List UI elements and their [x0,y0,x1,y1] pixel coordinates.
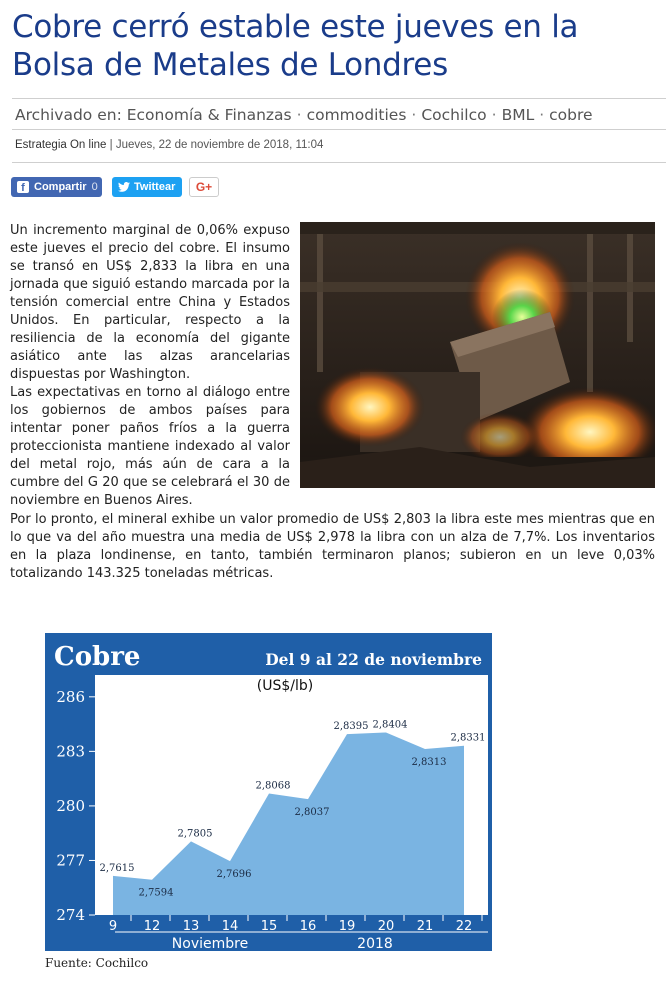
byline [12,131,666,163]
tag-link[interactable]: Economía & Finanzas [126,106,292,124]
y-tick-label: 286 [56,687,85,706]
publish-date: Jueves, 22 de noviembre de 2018, 11:04 [115,139,324,151]
tag-list [127,106,593,124]
x-tick-label: 16 [299,919,317,934]
data-value-label: 2,8331 [450,732,486,744]
y-tick-label: 274 [56,906,85,924]
x-tick-label: 14 [221,919,239,934]
x-tick-label: 15 [260,919,278,934]
chart-unit-label: (US$/lb) [256,678,314,694]
twitter-share-label: Twittear [134,181,176,193]
tag-separator: · [539,106,545,124]
article-paragraph: Las expectativas en torno al diálogo entre los gobiernos de ambos países para intentar poner paños fríos a la guerra proteccionista mantiene indexado al valor del metal rojo, más aún de cara a la cumbre del G 20 que se celebrará el 30 de noviembre en Buenos Aires. [10,385,290,508]
chart-title: Cobre [54,642,141,672]
x-tick-label: 22 [455,919,473,934]
x-tick-label: 20 [377,919,395,934]
archived-label: Archivado en: [15,106,122,124]
data-value-label: 2,8313 [411,757,447,768]
article-title: Cobre cerró estable este jueves en la Bolsa de Metales de Londres [12,9,579,83]
x-tick-label: 19 [338,919,356,934]
facebook-share-label: Compartir [34,181,87,193]
data-value-label: 2,7805 [177,828,213,840]
tag-link[interactable]: cobre [549,106,593,124]
x-tick-label: 12 [143,919,161,934]
tag-separator: · [411,106,417,124]
archived-in-bar [12,98,666,130]
twitter-bird-icon [118,182,130,192]
facebook-icon: f [17,181,29,193]
facebook-share-button[interactable] [11,177,102,197]
tag-separator: · [296,106,302,124]
year-label: 2018 [357,936,393,952]
article-paragraph: Por lo pronto, el mineral exhibe un valor promedio de US$ 2,803 la libra este mes mientras que en lo que va del año muestra una media de US$ 2,978 la libra con un alza de 7,7%. Los inventarios en la plaza londinense, en tanto, también terminaron planos; subieron en un leve 0,03% totalizando 143.325 toneladas métricas. [10,512,655,581]
google-plus-icon: G+ [195,180,213,194]
x-tick-label: 9 [108,919,118,934]
data-value-label: 2,8395 [333,721,369,733]
twitter-share-button[interactable] [112,177,182,197]
month-label: Noviembre [171,936,249,952]
copper-smelter-photo [300,222,655,488]
data-value-label: 2,7615 [99,862,135,874]
tag-separator: · [491,106,497,124]
copper-price-chart [40,630,495,975]
x-tick-label: 13 [182,919,200,934]
author[interactable]: Estrategia On line [15,139,107,151]
tag-link[interactable]: Cochilco [421,106,487,124]
y-tick-label: 280 [56,796,85,815]
article-paragraph: Un incremento marginal de 0,06% expuso este jueves el precio del cobre. El insumo se transó en US$ 2,833 la libra en una jornada que siguió estando marcada por la tensión comercial entre China y Estados Unidos. En particular, respecto a la resiliencia de la economía del gigante asiático ante las alzas arancelarias dispuestas por Washington. [10,223,290,382]
y-tick-label: 277 [56,851,85,870]
tag-link[interactable]: BML [501,106,535,124]
google-plus-share-button[interactable] [189,177,219,197]
chart-source: Fuente: Cochilco [45,956,149,970]
data-value-label: 2,8068 [255,780,291,792]
data-value-label: 2,7594 [138,887,174,899]
byline-separator: | [109,139,116,151]
y-tick-label: 283 [56,742,85,761]
tag-link[interactable]: commodities [306,106,407,124]
data-value-label: 2,8404 [372,719,408,731]
data-value-label: 2,8037 [294,807,330,819]
chart-subtitle: Del 9 al 22 de noviembre [265,650,482,669]
x-tick-label: 21 [416,919,434,934]
data-value-label: 2,7696 [216,869,252,881]
facebook-share-count: 0 [91,181,98,193]
